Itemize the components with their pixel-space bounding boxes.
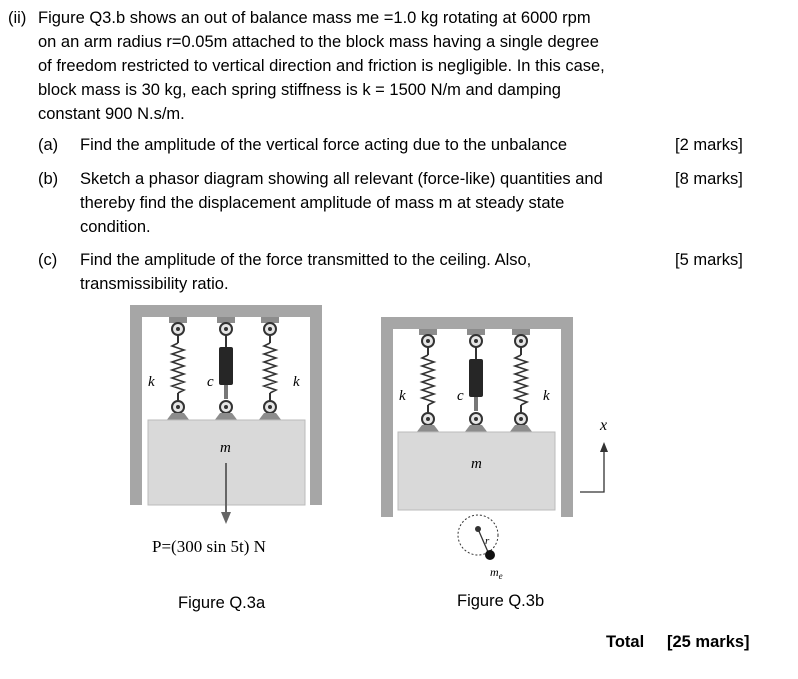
question-line: on an arm radius r=0.05m attached to the block mass having a single degree [38, 33, 599, 51]
figure-b-spring-left [416, 329, 440, 433]
figure-a-c: c [207, 374, 214, 390]
question-line: constant 900 N.s/m. [38, 105, 185, 123]
part-b-marks: [8 marks] [675, 170, 743, 188]
part-a-text: Find the amplitude of the vertical force acting due to the unbalance [80, 136, 568, 154]
figure-a-mass-label: m [220, 440, 231, 456]
figure-b-damper [464, 329, 488, 433]
figure-a-spring-right [258, 317, 282, 421]
question-line: Figure Q3.b shows an out of balance mass me =1.0 kg rotating at 6000 rpm [38, 9, 591, 27]
figure-b-x-arrowhead [600, 442, 608, 452]
part-c-label: (c) [38, 251, 58, 269]
figure-b-x-arrow [580, 450, 604, 492]
figure-b-mass-label: m [471, 456, 482, 472]
figure-b-r-label: r [485, 535, 490, 547]
part-c-marks: [5 marks] [675, 251, 743, 269]
figure-b-ecc-mass [485, 550, 495, 560]
part-c-text: Find the amplitude of the force transmitted to the ceiling. Also, transmissibility ratio. [80, 251, 532, 293]
figure-a-force-label: P=(300 sin 5t) N [152, 537, 266, 556]
figure-a-arrowhead [221, 512, 231, 524]
total-marks: [25 marks] [667, 633, 750, 651]
question-line: of freedom restricted to vertical direction and friction is negligible. In this case, [38, 57, 605, 75]
part-a-marks: [2 marks] [675, 136, 743, 154]
figure-b-k-left: k [399, 388, 406, 404]
figure-b-x-label: x [600, 417, 608, 434]
question-number: (ii) [8, 9, 27, 27]
question-line: block mass is 30 kg, each spring stiffness is k = 1500 N/m and damping [38, 81, 561, 99]
figure-b-caption: Figure Q.3b [457, 592, 545, 610]
figure-b-me-label: $m_e$ [490, 565, 503, 581]
figure-b-rotor-path [458, 515, 498, 555]
figure-b-spring-right [509, 329, 533, 433]
figure-a-spring-left [166, 317, 190, 421]
figure-a-damper [214, 317, 238, 421]
figure-b-c: c [457, 388, 464, 404]
figure-a-caption: Figure Q.3a [178, 594, 266, 612]
part-a-label: (a) [38, 136, 59, 154]
part-b-label: (b) [38, 170, 59, 188]
figure-a-k-left: k [148, 374, 155, 390]
figure-b-k-right: k [543, 388, 550, 404]
figure-a-k-right: k [293, 374, 300, 390]
part-b-text: Sketch a phasor diagram showing all relevant (force-like) quantities and thereby find the displacement amplitude of mass m at steady state condition. [80, 170, 603, 236]
total-label: Total [606, 633, 645, 651]
